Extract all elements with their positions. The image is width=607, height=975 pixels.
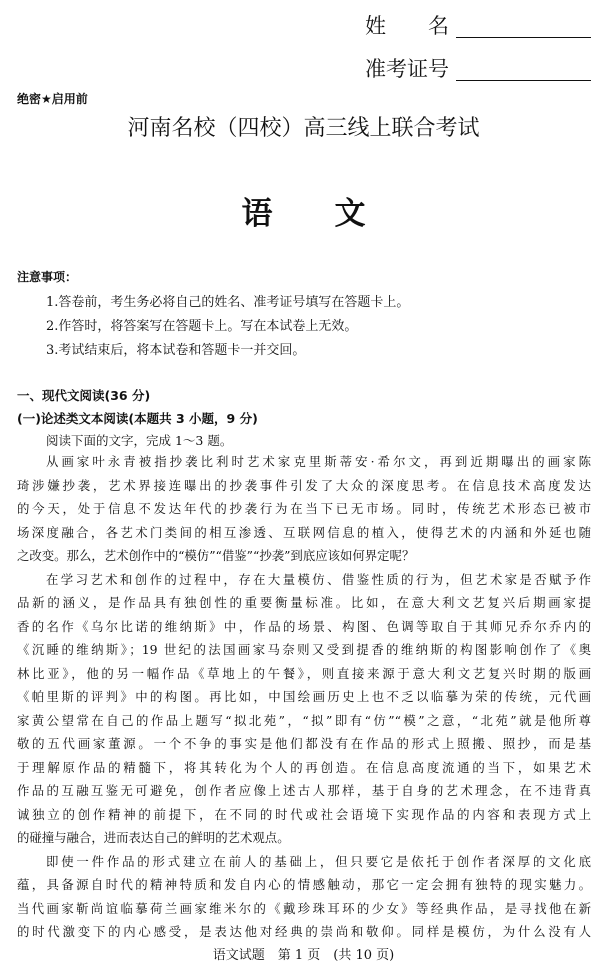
passage-line: 蕴，具备源自时代的精神特质和发自内心的情感触动，那它一定会拥有独特的现实魅力。 (17, 877, 591, 892)
name-underline[interactable] (456, 17, 591, 38)
secret-mark: 绝密★启用前 (17, 92, 88, 106)
passage-line: 当代画家靳尚谊临摹荷兰画家维米尔的《戴珍珠耳环的少女》等经典作品，是寻找他在新 (17, 900, 591, 916)
passage-line: 于理解原作品的精髓下，将其转化为个人的再创造。在信息高度流通的当下，如果艺术 (17, 759, 591, 775)
passage-body (17, 450, 591, 944)
notice-list (46, 291, 586, 363)
passage-line: 《帕里斯的评判》中的构图。再比如，中国绘画历史上也不乏以临摹为荣的传统，元代画 (17, 689, 591, 704)
exam-id-label: 准考证号 (365, 57, 449, 81)
passage-line: 《沉睡的维纳斯》；19 世纪的法国画家马奈则又受到提香的维纳斯的构图影响创作了《奥 (17, 642, 591, 657)
exam-id-underline[interactable] (456, 60, 591, 81)
passage-line: 之改变。那么，艺术创作中的“模仿”“借鉴”“抄袭”到底应该如何界定呢？ (17, 548, 415, 563)
passage-line: 从画家叶永青被指抄袭比利时艺术家克里斯蒂安·希尔文，再到近期曝出的画家陈 (46, 454, 591, 469)
name-label: 姓 名 (365, 14, 449, 38)
subject-title: 语 文 (241, 196, 366, 232)
passage-line: 作品的互融互鉴无可避免，创作者应像上述古人那样，基于自身的艺术理念，在不违背真 (17, 783, 591, 798)
passage-line: 场深度融合，各艺术门类间的相互渗透、互联网信息的植入，使得艺术的内涵和外延也随 (17, 524, 591, 540)
notice-item: 2.作答时，将答案写在答题卡上。写在本试卷上无效。 (46, 319, 358, 334)
passage-line: 香的名作《乌尔比诺的维纳斯》中，作品的场景、构图、色调等取自于其师兄乔尔乔内的 (17, 618, 591, 634)
passage-line: 的时代激变下的内心感受，是表达他对经典的崇尚和敬仰。同样是模仿，为什么没有人 (17, 924, 591, 939)
exam-id-field[interactable] (365, 57, 591, 81)
passage-line: 品新的涵义，是作品具有独创性的重要衡量标准。比如，在意大利文艺复兴后期画家提 (17, 595, 591, 610)
notice-title: 注意事项： (17, 270, 78, 284)
reading-prompt: 阅读下面的文字，完成 1～3 题。 (46, 433, 233, 448)
passage-line: 的碰撞与融合，进而表达自己的鲜明的艺术观点。 (17, 830, 290, 845)
passage-line: 即使一件作品的形式建立在前人的基础上，但只要它是依托于创作者深厚的文化底 (46, 853, 591, 869)
name-field[interactable] (365, 14, 591, 38)
subsection-heading: (一)论述类文本阅读(本题共 3 小题，9 分) (17, 411, 258, 426)
notice-item: 3.考试结束后，将本试卷和答题卡一并交回。 (46, 343, 306, 358)
passage-line: 琦涉嫌抄袭，艺术界接连曝出的抄袭事件引发了大众的深度思考。在信息技术高度发达 (17, 477, 591, 493)
passage-line: 在学习艺术和创作的过程中，存在大量模仿、借鉴性质的行为，但艺术家是否赋予作 (46, 571, 591, 587)
passage-line: 诚独立的创作精神的前提下，在不同的时代或社会语境下实现作品的内容和表现方式上 (17, 806, 591, 822)
passage-line: 敬的五代画家董源。一个不争的事实是他们都没有在作品的形式上照搬、照抄，而是基 (17, 736, 591, 751)
passage-line: 林比亚》，他的另一幅作品《草地上的午餐》，则直接来源于意大利文艺复兴时期的版画 (17, 665, 591, 681)
exam-title: 河南名校（四校）高三线上联合考试 (127, 116, 480, 141)
notice-item: 1.答卷前，考生务必将自己的姓名、准考证号填写在答题卡上。 (46, 295, 410, 310)
passage-line: 的今天，处于信息不发达年代的抄袭行为在当下已无市场。同时，传统艺术形态已被市 (17, 501, 591, 516)
section-heading: 一、现代文阅读(36 分) (17, 388, 151, 403)
passage-line: 家黄公望常在自己的作品上题写“拟北苑”，“拟”即有“仿”“模”之意，“北苑”就是他所尊 (17, 712, 591, 728)
page-footer: 语文试题 第 1 页 (共 10 页) (212, 948, 395, 963)
